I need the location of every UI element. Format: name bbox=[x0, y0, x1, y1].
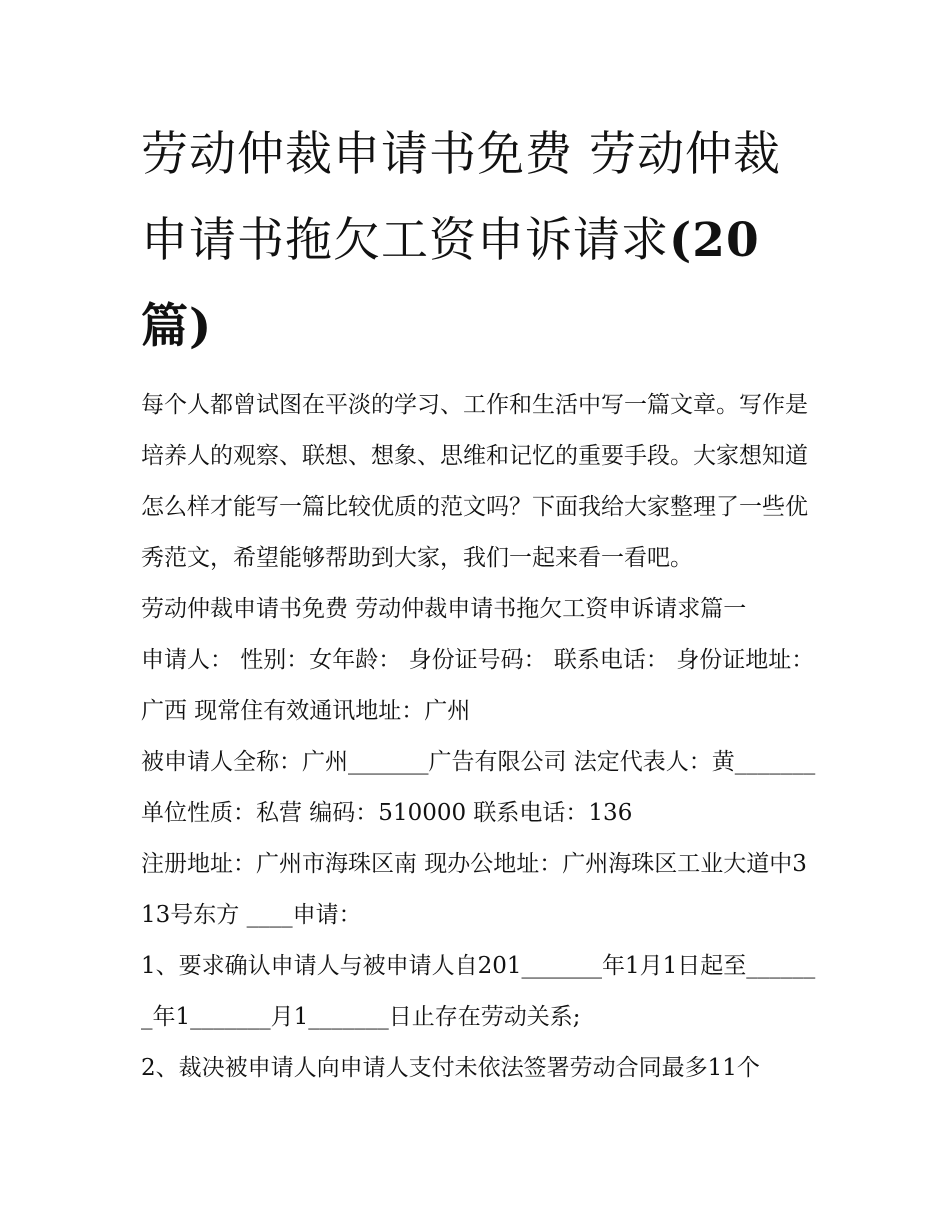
respondent-info: 被申请人全称：广州_______广告有限公司 法定代表人：黄_______单位性质：私营 编码：510000 联系电话：136 bbox=[141, 749, 816, 826]
claim-item-2: 2、裁决被申请人向申请人支付未依法签署劳动合同最多11个 bbox=[141, 1055, 760, 1081]
claim-item-1: 1、要求确认申请人与被申请人自201_______年1月1日起至_______年1_______月1_______日止存在劳动关系; bbox=[141, 953, 816, 1030]
document-content bbox=[141, 112, 821, 1094]
document-title bbox=[141, 112, 821, 370]
section-heading: 劳动仲裁申请书免费 劳动仲裁申请书拖欠工资申诉请求篇一 bbox=[141, 596, 747, 622]
applicant-info: 申请人： 性别：女年龄： 身份证号码： 联系电话： 身份证地址：广西 现常住有效通讯地址：广州 bbox=[141, 647, 815, 724]
title-main: 劳动仲裁申请书免费 劳动仲裁申请书拖欠工资申诉请求 bbox=[141, 127, 781, 268]
respondent-address: 注册地址：广州市海珠区南 现办公地址：广州海珠区工业大道中313号东方 ____申请： bbox=[141, 851, 807, 928]
document-body bbox=[141, 380, 821, 1094]
intro-paragraph: 每个人都曾试图在平淡的学习、工作和生活中写一篇文章。写作是培养人的观察、联想、想象、思维和记忆的重要手段。大家想知道怎么样才能写一篇比较优质的范文吗？下面我给大家整理了一些优秀范文，希望能够帮助到大家，我们一起来看一看吧。 bbox=[141, 392, 808, 571]
title-tail: (20篇) bbox=[141, 213, 760, 354]
